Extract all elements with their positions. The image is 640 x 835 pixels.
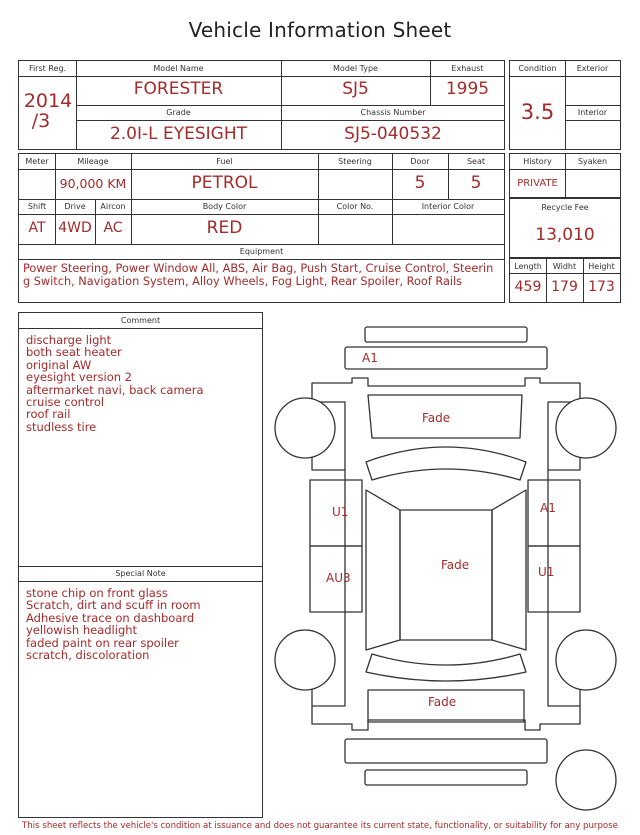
grade-label: Grade (166, 108, 191, 117)
door-label: Door (410, 157, 430, 166)
mark-right-front-door: A1 (540, 501, 556, 515)
mark-left-front-door: U1 (332, 505, 349, 519)
recycle-fee-value: 13,010 (535, 225, 595, 245)
chassis-number-label: Chassis Number (360, 108, 426, 117)
body-color-label: Body Color (202, 202, 247, 211)
recycle-fee-label: Recycle Fee (541, 203, 589, 212)
grade-value: 2.0I-L EYESIGHT (109, 124, 248, 144)
special-note-list (26, 587, 201, 661)
mileage-label: Mileage (77, 157, 109, 166)
comment-list (26, 334, 204, 433)
wheel-front-left (275, 398, 335, 458)
shift-label: Shift (27, 202, 47, 211)
wheel-rear-left (275, 630, 335, 690)
model-type-value: SJ5 (342, 79, 369, 99)
wheel-rear-right (556, 630, 616, 690)
comment-item: original AW (26, 357, 92, 372)
seat-value: 5 (470, 173, 482, 193)
mark-roof: Fade (441, 558, 470, 572)
special-note-item: faded paint on rear spoiler (26, 635, 179, 650)
first-reg-month: /3 (31, 110, 51, 132)
drive-label: Drive (64, 202, 86, 211)
comment-label: Comment (120, 316, 161, 325)
disclaimer-footer: This sheet reflects the vehicle's condition at issuance and does not guarantee its current state, functionality, or suitability for any purpose (22, 821, 618, 831)
width-value: 179 (551, 279, 578, 295)
condition-block (509, 60, 621, 150)
right-side-glass (492, 490, 526, 650)
exterior-label: Exterior (576, 64, 609, 73)
shift-value: AT (28, 220, 46, 236)
seat-label: Seat (466, 157, 486, 166)
mark-left-rear-door: AU3 (326, 571, 351, 585)
syaken-label: Syaken (577, 157, 608, 166)
condition-label: Condition (518, 64, 557, 73)
length-label: Length (514, 262, 542, 271)
history-value: PRIVATE (517, 178, 558, 189)
interior-label: Interior (577, 108, 608, 117)
comment-item: cruise control (26, 395, 105, 410)
mark-trunk: Fade (428, 695, 457, 709)
comment-item: eyesight version 2 (26, 370, 132, 385)
model-type-label: Model Type (333, 64, 378, 73)
model-name-value: FORESTER (133, 79, 224, 99)
model-name-label: Model Name (153, 64, 204, 73)
rear-bumper (345, 739, 547, 763)
length-value: 459 (514, 279, 542, 295)
fuel-value: PETROL (191, 173, 258, 193)
recycle-fee-block (509, 198, 621, 258)
equipment-line-2: g Switch, Navigation System, Alloy Wheels, Fog Light, Rear Spoiler, Roof Rails (23, 275, 463, 288)
vehicle-damage-diagram (270, 320, 622, 820)
exhaust-value: 1995 (445, 79, 490, 99)
rear-window (366, 654, 526, 681)
comment-item: studless tire (26, 419, 97, 434)
notes-block (18, 312, 263, 818)
interior-color-label: Interior Color (421, 202, 475, 211)
exhaust-label: Exhaust (451, 64, 484, 73)
special-note-item: Adhesive trace on dashboard (26, 610, 195, 625)
width-label: Widht (552, 262, 577, 271)
comment-item: discharge light (26, 333, 112, 347)
height-value: 173 (588, 279, 615, 295)
rear-lip (365, 770, 527, 785)
aircon-label: Aircon (100, 202, 126, 211)
mileage-value: 90,000 KM (59, 176, 127, 191)
spare-wheel (556, 750, 616, 810)
spec-block (18, 153, 505, 303)
condition-value: 3.5 (520, 100, 555, 124)
door-value: 5 (414, 173, 426, 193)
page-title: Vehicle Information Sheet (188, 18, 452, 42)
dimensions-block (509, 258, 621, 303)
left-side-glass (366, 490, 400, 650)
comment-item: both seat heater (26, 345, 122, 360)
mark-hood: Fade (422, 411, 451, 425)
chassis-number-value: SJ5-040532 (344, 124, 442, 144)
steering-label: Steering (338, 157, 372, 166)
special-note-item: Scratch, dirt and scuff in room (26, 598, 201, 613)
color-no-label: Color No. (336, 202, 374, 211)
equipment-label: Equipment (239, 247, 284, 256)
special-note-item: scratch, discoloration (26, 648, 150, 663)
front-lip (365, 327, 527, 342)
mark-front-bumper: A1 (362, 351, 378, 365)
equipment-line-1: Power Steering, Power Window All, ABS, Air Bag, Push Start, Cruise Control, Steerin (23, 262, 494, 275)
right-rear-door (528, 546, 580, 612)
comment-item: aftermarket navi, back camera (26, 382, 204, 397)
special-note-item: yellowish headlight (26, 623, 138, 638)
height-label: Height (588, 262, 615, 271)
meter-label: Meter (25, 157, 49, 166)
windshield (366, 447, 526, 480)
model-info-block (18, 60, 505, 150)
mark-right-rear-door: U1 (538, 565, 555, 579)
special-note-item: stone chip on front glass (26, 586, 168, 600)
history-label: History (523, 157, 552, 166)
wheel-front-right (556, 398, 616, 458)
comment-item: roof rail (26, 407, 71, 422)
body-color-value: RED (206, 218, 243, 238)
first-reg-year: 2014 (23, 90, 73, 112)
first-reg-label: First Reg. (28, 64, 67, 73)
aircon-value: AC (103, 220, 123, 236)
roof (400, 510, 492, 640)
special-note-label: Special Note (115, 569, 166, 578)
fuel-label: Fuel (216, 157, 233, 166)
body-outline (312, 378, 580, 730)
history-block (509, 153, 621, 198)
drive-value: 4WD (58, 220, 92, 236)
